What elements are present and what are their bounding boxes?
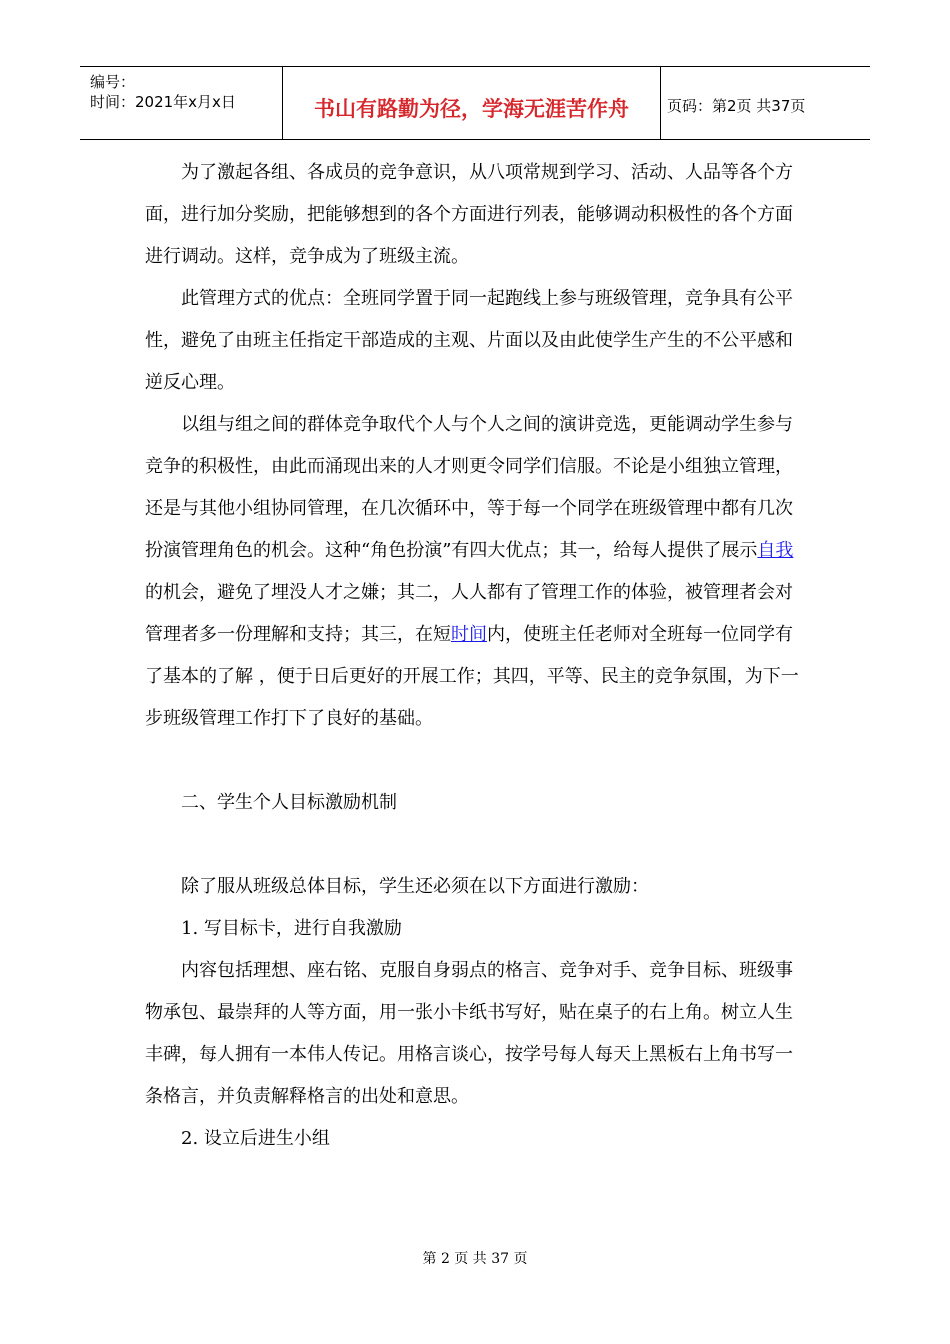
motto-text: 书山有路勤为径，学海无涯苦作舟 — [314, 97, 629, 121]
page-info: 页码：第2页 共37页 — [667, 97, 806, 115]
paragraph-role-play-part3: 内，使班主任老师对全班每一位同学有了基本的了解 ，便于日后更好的开展工作；其四，平等、民主的竞争氛围，为下一步班级管理工作打下了良好的基础。 — [145, 624, 799, 729]
spacer — [145, 824, 805, 866]
paragraph-advantages: 此管理方式的优点：全班同学置于同一起跑线上参与班级管理，竞争具有公平性，避免了由班主任指定干部造成的主观、片面以及由此使学生产生的不公平感和逆反心理。 — [145, 288, 793, 393]
page-footer: 第 2 页 共 37 页 — [422, 1251, 528, 1267]
paragraph-intro: 除了服从班级总体目标，学生还必须在以下方面进行激励： — [181, 876, 649, 897]
header-motto-cell — [283, 67, 661, 139]
link-self[interactable]: 自我 — [757, 540, 794, 561]
document-body — [145, 152, 805, 1160]
header-meta-cell — [80, 67, 283, 139]
document-header — [80, 66, 870, 140]
link-time[interactable]: 时间 — [451, 624, 487, 645]
paragraph-goal-card: 内容包括理想、座右铭、克服自身弱点的格言、竞争对手、竞争目标、班级事物承包、最崇拜的人等方面，用一张小卡纸书写好，贴在桌子的右上角。树立人生丰碑，每人拥有一本伟人传记。用格言谈心，按学号每人每天上黑板右上角书写一条格言，并负责解释格言的出处和意思。 — [145, 960, 793, 1107]
list-item-group: 2. 设立后进生小组 — [181, 1128, 330, 1149]
spacer — [145, 740, 805, 782]
paragraph-role-play-part2: 的机会，避免了埋没人才之嫌；其二，人人都有了管理工作的体验，被管理者会对管理者多一份理解和支持；其三，在短 — [145, 582, 793, 645]
header-page-cell — [661, 67, 870, 139]
date-line: 时间：2021年x月x日 — [90, 93, 236, 111]
number-label: 编号： — [90, 73, 136, 91]
paragraph-role-play — [145, 404, 805, 740]
paragraph-competition: 为了激起各组、各成员的竞争意识，从八项常规到学习、活动、人品等各个方面，进行加分奖励，把能够想到的各个方面进行列表，能够调动积极性的各个方面进行调动。这样，竞争成为了班级主流。 — [145, 162, 793, 267]
section-heading: 二、学生个人目标激励机制 — [181, 792, 397, 813]
list-item-goal-card: 1. 写目标卡，进行自我激励 — [181, 918, 402, 939]
paragraph-role-play-part1: 以组与组之间的群体竞争取代个人与个人之间的演讲竞选，更能调动学生参与竞争的积极性，由此而涌现出来的人才则更令同学们信服。不论是小组独立管理，还是与其他小组协同管理，在几次循环中，等于每一个同学在班级管理中都有几次扮演管理角色的机会。这种“角色扮演”有四大优点；其一，给每人提供了展示 — [145, 414, 793, 561]
